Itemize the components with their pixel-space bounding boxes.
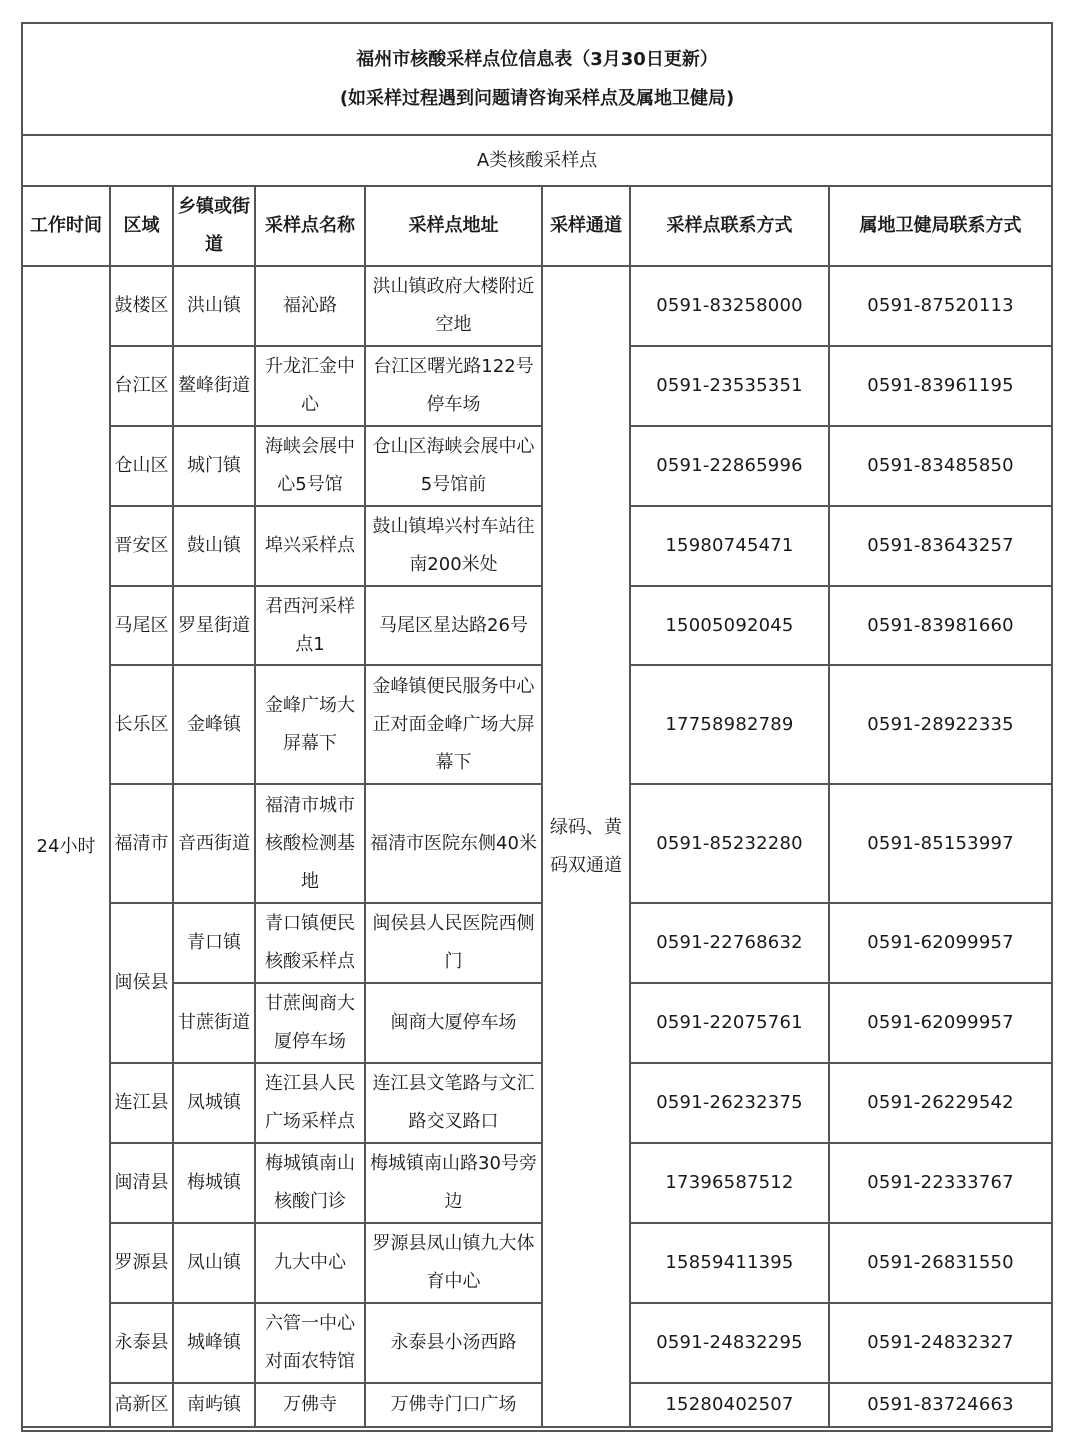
district-cell: 罗源县 xyxy=(110,1223,173,1303)
site-name-cell: 海峡会展中心5号馆 xyxy=(255,426,365,506)
site-name-cell: 埠兴采样点 xyxy=(255,506,365,586)
health-phone-cell: 0591-87520113 xyxy=(829,266,1052,346)
header-town: 乡镇或街道 xyxy=(173,186,255,266)
district-cell: 长乐区 xyxy=(110,665,173,784)
district-cell: 闽清县 xyxy=(110,1143,173,1223)
site-name-cell: 福清市城市核酸检测基地 xyxy=(255,784,365,903)
header-channel: 采样通道 xyxy=(542,186,630,266)
health-phone-cell: 0591-28922335 xyxy=(829,665,1052,784)
category-label: A类核酸采样点 xyxy=(22,135,1052,186)
district-cell: 高新区 xyxy=(110,1383,173,1427)
table-row xyxy=(22,665,1052,784)
address-cell: 台江区曙光路122号停车场 xyxy=(365,346,542,426)
channel-cell: 绿码、黄码双通道 xyxy=(542,266,630,1427)
health-phone-cell: 0591-26831550 xyxy=(829,1223,1052,1303)
address-cell: 永泰县小汤西路 xyxy=(365,1303,542,1383)
health-phone-cell: 0591-83485850 xyxy=(829,426,1052,506)
header-work-time: 工作时间 xyxy=(22,186,110,266)
address-cell: 万佛寺门口广场 xyxy=(365,1383,542,1427)
table-row xyxy=(22,1303,1052,1383)
town-cell: 鳌峰街道 xyxy=(173,346,255,426)
site-phone-cell: 17396587512 xyxy=(630,1143,829,1223)
site-phone-cell: 0591-22865996 xyxy=(630,426,829,506)
site-phone-cell: 0591-23535351 xyxy=(630,346,829,426)
table-row xyxy=(22,983,1052,1063)
header-site-phone: 采样点联系方式 xyxy=(630,186,829,266)
town-cell: 南屿镇 xyxy=(173,1383,255,1427)
town-cell: 梅城镇 xyxy=(173,1143,255,1223)
table-subtitle: (如采样过程遇到问题请咨询采样点及属地卫健局) xyxy=(339,88,735,109)
table-row xyxy=(22,784,1052,903)
address-cell: 梅城镇南山路30号旁边 xyxy=(365,1143,542,1223)
site-name-cell: 六管一中心对面农特馆 xyxy=(255,1303,365,1383)
table-row xyxy=(22,1223,1052,1303)
district-cell: 台江区 xyxy=(110,346,173,426)
district-cell: 连江县 xyxy=(110,1063,173,1143)
health-phone-cell: 0591-83643257 xyxy=(829,506,1052,586)
address-cell: 洪山镇政府大楼附近空地 xyxy=(365,266,542,346)
site-name-cell: 梅城镇南山核酸门诊 xyxy=(255,1143,365,1223)
health-phone-cell: 0591-62099957 xyxy=(829,903,1052,983)
town-cell: 洪山镇 xyxy=(173,266,255,346)
district-cell: 永泰县 xyxy=(110,1303,173,1383)
town-cell: 罗星街道 xyxy=(173,586,255,665)
town-cell: 金峰镇 xyxy=(173,665,255,784)
health-phone-cell: 0591-83961195 xyxy=(829,346,1052,426)
town-cell: 城峰镇 xyxy=(173,1303,255,1383)
site-name-cell: 万佛寺 xyxy=(255,1383,365,1427)
table-row xyxy=(22,1063,1052,1143)
health-phone-cell: 0591-24832327 xyxy=(829,1303,1052,1383)
site-phone-cell: 0591-83258000 xyxy=(630,266,829,346)
site-name-cell: 连江县人民广场采样点 xyxy=(255,1063,365,1143)
district-cell: 鼓楼区 xyxy=(110,266,173,346)
table-title: 福州市核酸采样点位信息表（3月30日更新） xyxy=(356,49,718,70)
table-row xyxy=(22,903,1052,983)
site-name-cell: 九大中心 xyxy=(255,1223,365,1303)
town-cell: 音西街道 xyxy=(173,784,255,903)
health-phone-cell: 0591-83724663 xyxy=(829,1383,1052,1427)
site-phone-cell: 0591-22075761 xyxy=(630,983,829,1063)
site-phone-cell: 0591-85232280 xyxy=(630,784,829,903)
table-title-cell xyxy=(22,23,1052,135)
work-time-cell: 24小时 xyxy=(22,266,110,1427)
site-phone-cell: 15280402507 xyxy=(630,1383,829,1427)
header-site-name: 采样点名称 xyxy=(255,186,365,266)
header-row xyxy=(22,186,1052,266)
town-cell: 青口镇 xyxy=(173,903,255,983)
address-cell: 金峰镇便民服务中心正对面金峰广场大屏幕下 xyxy=(365,665,542,784)
site-phone-cell: 15859411395 xyxy=(630,1223,829,1303)
address-cell: 连江县文笔路与文汇路交叉路口 xyxy=(365,1063,542,1143)
site-name-cell: 青口镇便民核酸采样点 xyxy=(255,903,365,983)
table-row xyxy=(22,1383,1052,1427)
health-phone-cell: 0591-62099957 xyxy=(829,983,1052,1063)
table-row xyxy=(22,1143,1052,1223)
site-name-cell: 君西河采样点1 xyxy=(255,586,365,665)
district-cell: 晋安区 xyxy=(110,506,173,586)
site-name-cell: 升龙汇金中心 xyxy=(255,346,365,426)
site-phone-cell: 15005092045 xyxy=(630,586,829,665)
town-cell: 凤山镇 xyxy=(173,1223,255,1303)
address-cell: 闽侯县人民医院西侧门 xyxy=(365,903,542,983)
site-name-cell: 金峰广场大屏幕下 xyxy=(255,665,365,784)
site-name-cell: 福沁路 xyxy=(255,266,365,346)
district-cell: 闽侯县 xyxy=(110,903,173,1063)
site-phone-cell: 15980745471 xyxy=(630,506,829,586)
site-phone-cell: 0591-26232375 xyxy=(630,1063,829,1143)
district-cell: 仓山区 xyxy=(110,426,173,506)
site-phone-cell: 0591-22768632 xyxy=(630,903,829,983)
health-phone-cell: 0591-83981660 xyxy=(829,586,1052,665)
address-cell: 鼓山镇埠兴村车站往南200米处 xyxy=(365,506,542,586)
site-phone-cell: 17758982789 xyxy=(630,665,829,784)
site-phone-cell: 0591-24832295 xyxy=(630,1303,829,1383)
address-cell: 马尾区星达路26号 xyxy=(365,586,542,665)
table-row xyxy=(22,506,1052,586)
district-cell: 福清市 xyxy=(110,784,173,903)
town-cell: 鼓山镇 xyxy=(173,506,255,586)
table-row xyxy=(22,266,1052,346)
address-cell: 仓山区海峡会展中心5号馆前 xyxy=(365,426,542,506)
header-address: 采样点地址 xyxy=(365,186,542,266)
site-name-cell: 甘蔗闽商大厦停车场 xyxy=(255,983,365,1063)
sampling-sites-sheet xyxy=(21,22,1051,1432)
town-cell: 城门镇 xyxy=(173,426,255,506)
address-cell: 闽商大厦停车场 xyxy=(365,983,542,1063)
district-cell: 马尾区 xyxy=(110,586,173,665)
header-health-phone: 属地卫健局联系方式 xyxy=(829,186,1052,266)
health-phone-cell: 0591-26229542 xyxy=(829,1063,1052,1143)
health-phone-cell: 0591-22333767 xyxy=(829,1143,1052,1223)
town-cell: 凤城镇 xyxy=(173,1063,255,1143)
sampling-sites-table xyxy=(21,22,1053,1432)
address-cell: 福清市医院东侧40米 xyxy=(365,784,542,903)
town-cell: 甘蔗街道 xyxy=(173,983,255,1063)
address-cell: 罗源县凤山镇九大体育中心 xyxy=(365,1223,542,1303)
table-row xyxy=(22,586,1052,665)
table-row xyxy=(22,346,1052,426)
health-phone-cell: 0591-85153997 xyxy=(829,784,1052,903)
table-row xyxy=(22,426,1052,506)
header-district: 区域 xyxy=(110,186,173,266)
